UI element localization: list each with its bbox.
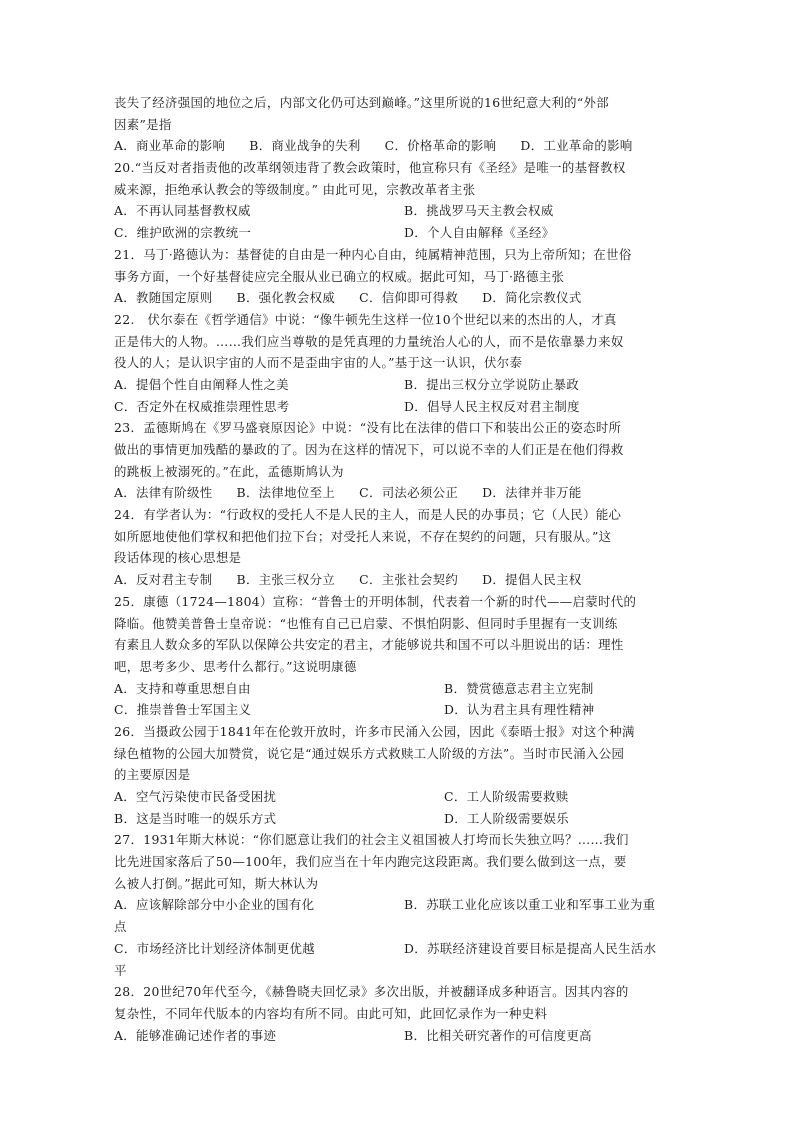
q24-options [114, 569, 680, 591]
q24-option-b: B．主张三权分立 [236, 572, 336, 588]
q22-stem-line-2: 正是伟大的人物。……我们应当尊敬的是凭真理的力量统治人心的人，而不是依靠暴力来奴 [114, 333, 624, 349]
q22-option-d: D．倡导人民主权反对君主制度 [404, 398, 580, 414]
q23-options [114, 482, 680, 504]
q20-option-a: A．不再认同基督教权威 [114, 203, 251, 219]
q20-options-row-1 [114, 200, 680, 222]
q21-stem-line-2: 事务方面，一个好基督徒应完全服从业已确立的权威。据此可知，马丁·路德主张 [114, 268, 565, 284]
q19-options [114, 135, 680, 157]
q28-stem-line-1: 28．20世纪70年代至今，《赫鲁晓夫回忆录》多次出版，并被翻译成多种语言。因其内容的 [114, 984, 629, 1000]
q23-option-b: B．法律地位至上 [236, 485, 336, 501]
q23-option-a: A．法律有阶级性 [114, 485, 213, 501]
q19-option-a: A．商业革命的影响 [114, 138, 226, 154]
q21-option-d: D．简化宗教仪式 [482, 290, 582, 306]
q24-option-a: A．反对君主专制 [114, 572, 213, 588]
q21-option-a: A．教随国定原则 [114, 290, 213, 306]
q25-option-c: C．推崇普鲁士军国主义 [114, 702, 252, 718]
q26-option-a: A．空气污染使市民备受困扰 [114, 789, 277, 804]
q27-option-b: B．苏联工业化应该以重工业和军事工业为重 [404, 897, 656, 913]
q27-options-row-1 [114, 894, 680, 916]
q27-stem-line-1: 27．1931年斯大林说：“你们愿意让我们的社会主义祖国被人打垮而长失独立吗？……我们 [114, 832, 629, 848]
q21-stem-line-1: 21．马丁·路德认为：基督徒的自由是一种内心自由，纯属精神范围，只为上帝所知；在世俗 [114, 246, 632, 262]
q26-stem-line-3: 的主要原因是 [114, 767, 191, 783]
q25-options-row-2 [114, 699, 680, 721]
q25-option-b: B．赞赏德意志君主立宪制 [444, 680, 594, 696]
q22-option-c: C．否定外在权威推崇理性思考 [114, 398, 290, 414]
q24-stem-line-1: 24．有学者认为：“行政权的受托人不是人民的主人，而是人民的办事员；它（人民）能心 [114, 507, 622, 523]
q27-option-d-wrap: 平 [114, 962, 127, 978]
q27-options-row-2 [114, 938, 680, 960]
q19-stem-line-2: 因素”是指 [114, 116, 172, 132]
q26-option-d: D．工人阶级需要娱乐 [444, 810, 569, 826]
q24-option-d: D．提倡人民主权 [482, 572, 582, 588]
q27-option-c: C．市场经济比计划经济体制更优越 [114, 940, 315, 956]
q20-options-row-2 [114, 222, 680, 244]
q19-option-c: C．价格革命的影响 [384, 138, 497, 154]
q26-stem-line-1: 26．当摄政公园于1841年在伦敦开放时，许多市民涌入公园，因此《泰晤士报》对这个种满 [114, 723, 635, 739]
q20-stem-line-1: 20.“当反对者指责他的改革纲领违背了教会政策时，他宣称只有《圣经》是唯一的基督教权 [114, 160, 626, 176]
q25-stem-line-4: 吧，思考多少、思考什么都行。”这说明康德 [114, 658, 357, 674]
q23-stem-line-1: 23．孟德斯鸠在《罗马盛衰原因论》中说：“没有比在法律的借口下和装出公正的姿态时所 [114, 420, 622, 436]
q21-option-b: B．强化教会权威 [236, 290, 336, 306]
q28-stem-line-2: 复杂性，不同年代版本的内容均有所不同。由此可知，此回忆录作为一种史料 [114, 1005, 548, 1021]
q27-option-a: A．应该解除部分中小企业的国有化 [114, 897, 315, 913]
q20-stem-line-2: 威来源，拒绝承认教会的等级制度。” 由此可见，宗教改革者主张 [114, 181, 476, 197]
q26-option-b: B．这是当时唯一的娱乐方式 [114, 810, 277, 826]
q21-options [114, 287, 680, 309]
q23-option-d: D．法律并非万能 [482, 485, 582, 501]
q25-option-a: A．支持和尊重思想自由 [114, 680, 251, 696]
q27-stem-line-3: 么被人打倒。”据此可知，斯大林认为 [114, 875, 319, 891]
q25-stem-line-1: 25．康德（1724—1804）宣称：“普鲁士的开明体制，代表着一个新的时代——启蒙时代的 [114, 593, 637, 609]
q24-stem-line-3: 段话体现的核心思想是 [114, 550, 242, 566]
q22-options-row-1 [114, 374, 680, 396]
q24-option-c: C．主张社会契约 [359, 572, 459, 588]
q22-option-b: B．提出三权分立学说防止暴政 [404, 376, 580, 392]
q20-option-b: B．挑战罗马天主教会权威 [404, 203, 554, 219]
q27-option-d: D．苏联经济建设首要目标是提高人民生活水 [404, 940, 657, 956]
q23-stem-line-3: 的跳板上被溺死的。”在此，孟德斯鸠认为 [114, 463, 344, 479]
q22-options-row-2 [114, 396, 680, 418]
q26-option-c: C．工人阶级需要救赎 [444, 789, 569, 804]
q22-stem-line-1: 22. 伏尔泰在《哲学通信》中说：“像牛顿先生这样一位10个世纪以来的杰出的人，才真 [114, 311, 617, 327]
q25-stem-line-3: 有素且人数众多的军队以保障公共安定的君主，才能够说共和国不可以斗胆说出的话：理性 [114, 637, 624, 653]
q24-stem-line-2: 如所愿地使他们掌权和把他们拉下台；对受托人来说，不存在契约的问题，只有服从。”这 [114, 528, 612, 544]
q21-option-c: C．信仰即可得救 [359, 290, 459, 306]
q19-option-b: B．商业战争的失利 [249, 138, 361, 154]
q27-option-b-wrap: 点 [114, 919, 127, 935]
exam-page [114, 92, 680, 1046]
q25-options-row-1 [114, 678, 680, 700]
q26-stem-line-2: 绿色植物的公园大加赞赏，说它是“通过娱乐方式救赎工人阶级的方法”。当时市民涌入公园 [114, 745, 625, 761]
q25-option-d: D．认为君主具有理性精神 [444, 702, 595, 718]
q28-option-b: B．比相关研究著作的可信度更高 [404, 1027, 592, 1043]
q20-option-c: C．维护欧洲的宗教统一 [114, 225, 252, 241]
q19-stem-line-1: 丧失了经济强国的地位之后，内部文化仍可达到巅峰。”这里所说的16世纪意大利的“外部 [114, 95, 610, 110]
q26-options-row-2 [114, 808, 680, 830]
q22-stem-line-3: 役人的人；是认识宇宙的人而不是歪曲宇宙的人。”基于这一认识，伏尔泰 [114, 355, 523, 371]
q27-stem-line-2: 比先进国家落后了50—100年，我们应当在十年内跑完这段距离。我们要么做到这一点，要 [114, 854, 627, 870]
q25-stem-line-2: 降临。他赞美普鲁士皇帝说：“也惟有自己已启蒙、不惧怕阴影、但同时手里握有一支训练 [114, 615, 618, 631]
q28-options-row-1 [114, 1025, 680, 1047]
q22-option-a: A．提倡个性自由阐释人性之美 [114, 376, 289, 392]
q23-stem-line-2: 做出的事情更加残酷的暴政的了。因为在这样的情况下，可以说不幸的人们正是在他们得救 [114, 442, 624, 457]
q26-options-row-1 [114, 786, 680, 808]
q23-option-c: C．司法必须公正 [359, 485, 459, 501]
q28-option-a: A．能够准确记述作者的事迹 [114, 1027, 277, 1043]
q20-option-d: D．个人自由解释《圣经》 [404, 225, 555, 241]
q19-option-d: D．工业革命的影响 [520, 138, 633, 154]
